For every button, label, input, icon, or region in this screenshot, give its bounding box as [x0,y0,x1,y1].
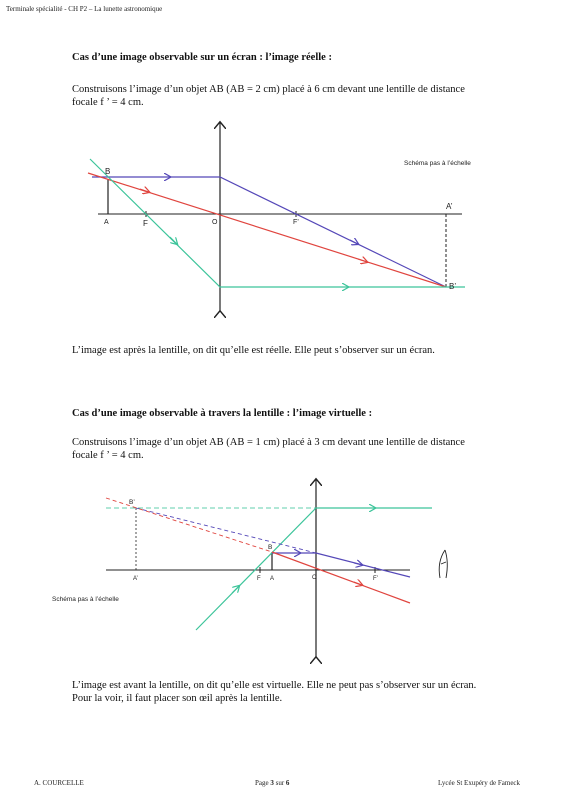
footer-page-number: Page 3 sur 6 [255,779,290,787]
scale-note-2: Schéma pas à l’échelle [52,596,119,603]
ray-focal-green-2 [196,508,316,630]
section2-conclusion-line2: Pour la voir, il faut placer son œil après la lentille. [72,693,283,704]
section1-intro-line1: Construisons l’image d’un objet AB (AB = 2 cm) placé à 6 cm devant une lentille de distance [72,84,465,95]
label-ap: A’ [446,202,453,211]
real-image-diagram [0,115,561,320]
label-ap-2: A’ [133,576,138,582]
label-o-2: O [312,575,317,581]
label-f-2: F [257,576,261,582]
label-fp: F’ [293,219,299,226]
ray-parallel-blue-2 [272,553,410,577]
label-fp-2: F’ [373,576,378,582]
ray-center-red [88,173,446,287]
scale-note-1: Schéma pas à l’échelle [404,160,471,167]
footer-school: Lycée St Exupéry de Fameck [438,779,521,787]
eye-icon [439,550,447,578]
label-a: A [104,219,109,226]
label-o: O [212,219,218,226]
label-b-2: B [268,544,273,551]
virtual-image-diagram [0,470,561,665]
section2-intro-line1: Construisons l’image d’un objet AB (AB = 1 cm) placé à 3 cm devant une lentille de distance [72,437,465,448]
label-b: B [105,167,111,176]
label-a-2: A [270,576,275,582]
label-f: F [143,219,148,228]
section2-conclusion-line1: L’image est avant la lentille, on dit qu’elle est virtuelle. Elle ne peut pas s’observer sur un écran. [72,680,477,691]
section1-conclusion: L’image est après la lentille, on dit qu’elle est réelle. Elle peut s’observer sur un écran. [72,345,435,356]
section2-intro-line2: focale f ’ = 4 cm. [72,450,144,461]
label-bp: B’ [449,282,457,291]
section1-intro-line2: focale f ’ = 4 cm. [72,97,144,108]
page-header: Terminale spécialité - CH P2 – La lunette astronomique [6,5,163,13]
section1-heading: Cas d’une image observable sur un écran : l’image réelle : [72,52,332,63]
section2-heading: Cas d’une image observable à travers la lentille : l’image virtuelle : [72,408,373,419]
label-bp-2: B’ [129,499,135,506]
footer-author: A. COURCELLE [34,779,84,787]
